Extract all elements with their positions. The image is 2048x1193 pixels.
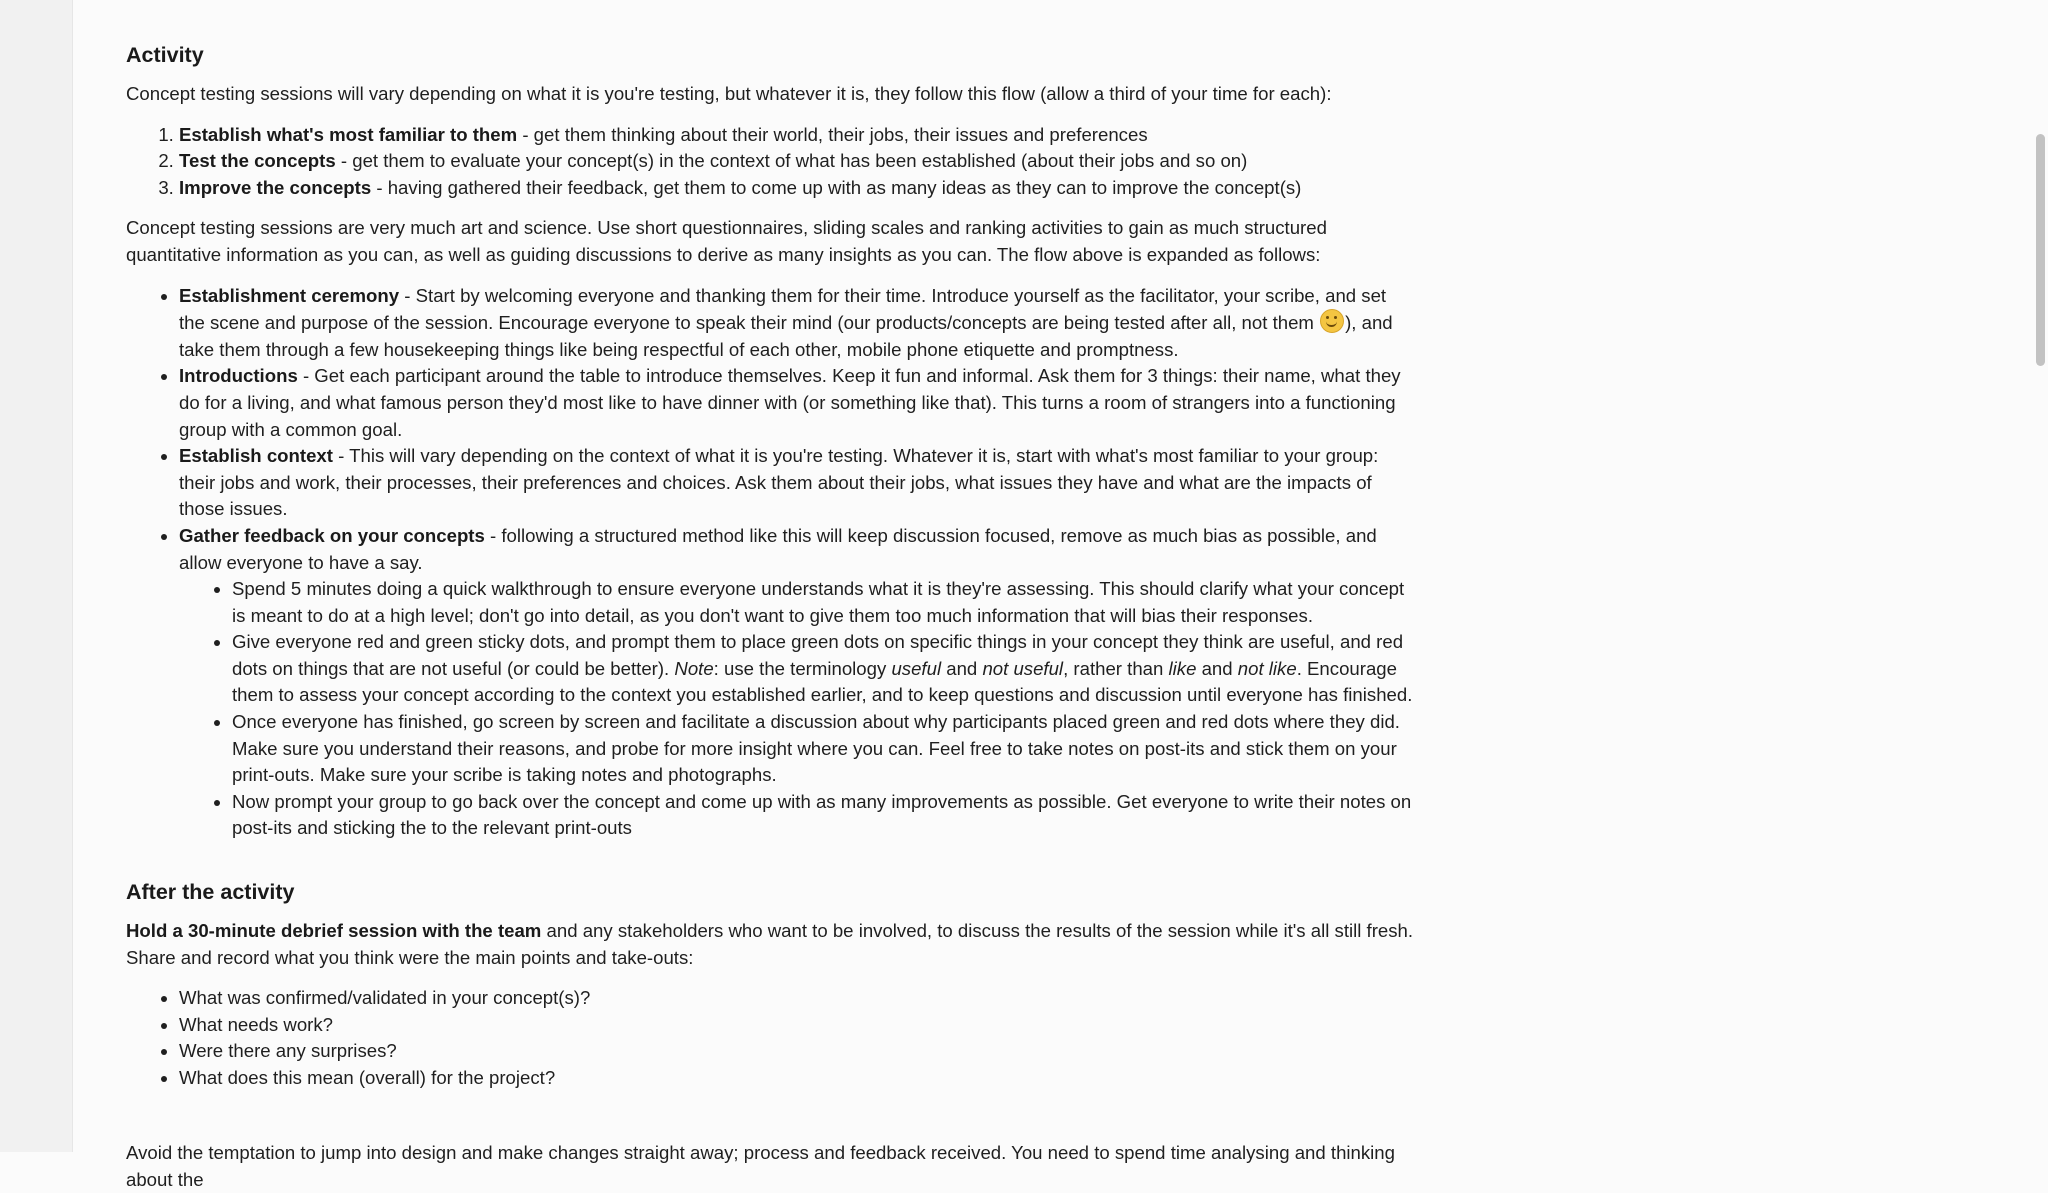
sublist-item: • Spend 5 minutes doing a quick walkthrough to ensure everyone understands what it is they're assessing. This should clarify what your concept is meant to do at a high level; don't go into detail, as you don't want to give them too much information that will bias their responses.	[232, 576, 1416, 629]
sub-text: and	[1196, 657, 1238, 679]
list-item: • Were there any surprises?	[179, 1038, 1416, 1065]
list-item	[179, 443, 1416, 523]
step-title: Improve the concepts	[179, 176, 372, 198]
item-title: Establish context	[179, 445, 333, 467]
term-not-like: not like	[1237, 657, 1297, 679]
after-intro-text: and any stakeholders who want to be involved, to discuss the results of the session while it's all still fresh. Share and record what you think were the main points and take-outs:	[126, 920, 1414, 968]
activity-heading: Activity	[126, 43, 204, 67]
step-text: - get them to evaluate your concept(s) in the context of what has been established (about their jobs and so on)	[335, 150, 1248, 172]
flow-step	[179, 148, 1416, 175]
smiley-emoji-icon	[1320, 309, 1344, 333]
left-gutter	[0, 0, 73, 1152]
step-title: Establish what's most familiar to them	[179, 123, 518, 145]
flow-step	[179, 122, 1416, 149]
flow-step	[179, 175, 1416, 202]
step-title: Test the concepts	[179, 150, 336, 172]
term-useful: useful	[891, 657, 942, 679]
note-label: Note	[674, 657, 714, 679]
sublist-item: • Now prompt your group to go back over the concept and come up with as many improvements as possible. Get everyone to write their notes on post-its and sticking the to the relevant print-outs	[232, 789, 1416, 842]
flow-steps-list	[126, 122, 1416, 202]
after-intro	[126, 918, 1416, 971]
feedback-sublist	[179, 576, 1416, 842]
after-intro-bold: Hold a 30-minute debrief session with the team	[126, 920, 542, 942]
sub-text: Give everyone red and green sticky dots, and prompt them to place green dots on specific things in your concept they think are useful, and red dots on things that are not useful (or could be better).	[232, 631, 1404, 679]
sub-text: and	[941, 657, 983, 679]
list-item: • What needs work?	[179, 1012, 1416, 1039]
step-text: - having gathered their feedback, get them to come up with as many ideas as they can to improve the concept(s)	[371, 176, 1302, 198]
item-title: Gather feedback on your concepts	[179, 524, 485, 546]
sublist-item: • Once everyone has finished, go screen by screen and facilitate a discussion about why participants placed green and red dots where they did. Make sure you understand their reasons, and probe for more insight where you can. Feel free to take notes on post-its and stick them on your print-outs. Make sure your scribe is taking notes and photographs.	[232, 709, 1416, 789]
step-text: - get them thinking about their world, their jobs, their issues and preferences	[517, 123, 1148, 145]
item-text: - following a structured method like this will keep discussion focused, remove as much bias as possible, and allow everyone to have a say.	[179, 524, 1377, 573]
item-text: - This will vary depending on the context of what it is you're testing. Whatever it is, start with what's most familiar to your group: their jobs and work, their processes, their preferences and choices. Ask them about their jobs, what issues they have and what are the impacts of those issues.	[179, 445, 1379, 520]
activity-paragraph-2: Concept testing sessions are very much art and science. Use short questionnaires, sliding scales and ranking activities to gain as much structured quantitative information as you can, as well as guiding discussions to derive as many insights as you can. The flow above is expanded as follows:	[126, 217, 1327, 265]
partially-visible-paragraph: Avoid the temptation to jump into design and make changes straight away; process and feedback received. You need to spend time analysing and thinking about the	[126, 1142, 1395, 1190]
vertical-scrollbar[interactable]	[2030, 0, 2048, 1152]
item-text: ), and take them through a few housekeeping things like being respectful of each other, mobile phone etiquette and promptness.	[179, 312, 1393, 360]
item-text: - Start by welcoming everyone and thanking them for their time. Introduce yourself as the facilitator, your scribe, and set the scene and purpose of the session. Encourage everyone to speak their mind (our products/concepts are being tested after all, not them	[179, 284, 1387, 334]
list-item: • What does this mean (overall) for the project?	[179, 1065, 1416, 1092]
item-title: Establishment ceremony	[179, 284, 400, 306]
activity-intro: Concept testing sessions will vary depending on what it is you're testing, but whatever it is, they follow this flow (allow a third of your time for each):	[126, 83, 1332, 104]
scrollbar-thumb[interactable]	[2036, 134, 2045, 366]
list-item: • What was confirmed/validated in your concept(s)?	[179, 985, 1416, 1012]
debrief-questions-list	[126, 985, 1416, 1091]
sub-text: , rather than	[1063, 657, 1169, 679]
document-content	[126, 42, 1416, 1106]
sub-text: : use the terminology	[713, 657, 892, 679]
term-not-useful: not useful	[982, 657, 1064, 679]
term-like: like	[1168, 657, 1197, 679]
list-item	[179, 283, 1416, 364]
after-activity-heading: After the activity	[126, 880, 295, 905]
list-item	[179, 363, 1416, 443]
item-text: - Get each participant around the table to introduce themselves. Keep it fun and informal. Ask them for 3 things: their name, what they do for a living, and what famous person they'd most like to have dinner with (or something like that). This turns a room of strangers into a functioning group with a common goal.	[179, 365, 1401, 440]
list-item	[179, 523, 1416, 842]
item-title: Introductions	[179, 365, 298, 387]
sublist-item	[232, 629, 1416, 709]
sub-text: . Encourage them to assess your concept according to the context you established earlier, and to keep questions and discussion until everyone has finished.	[232, 657, 1413, 706]
flow-expanded-list	[126, 283, 1416, 842]
